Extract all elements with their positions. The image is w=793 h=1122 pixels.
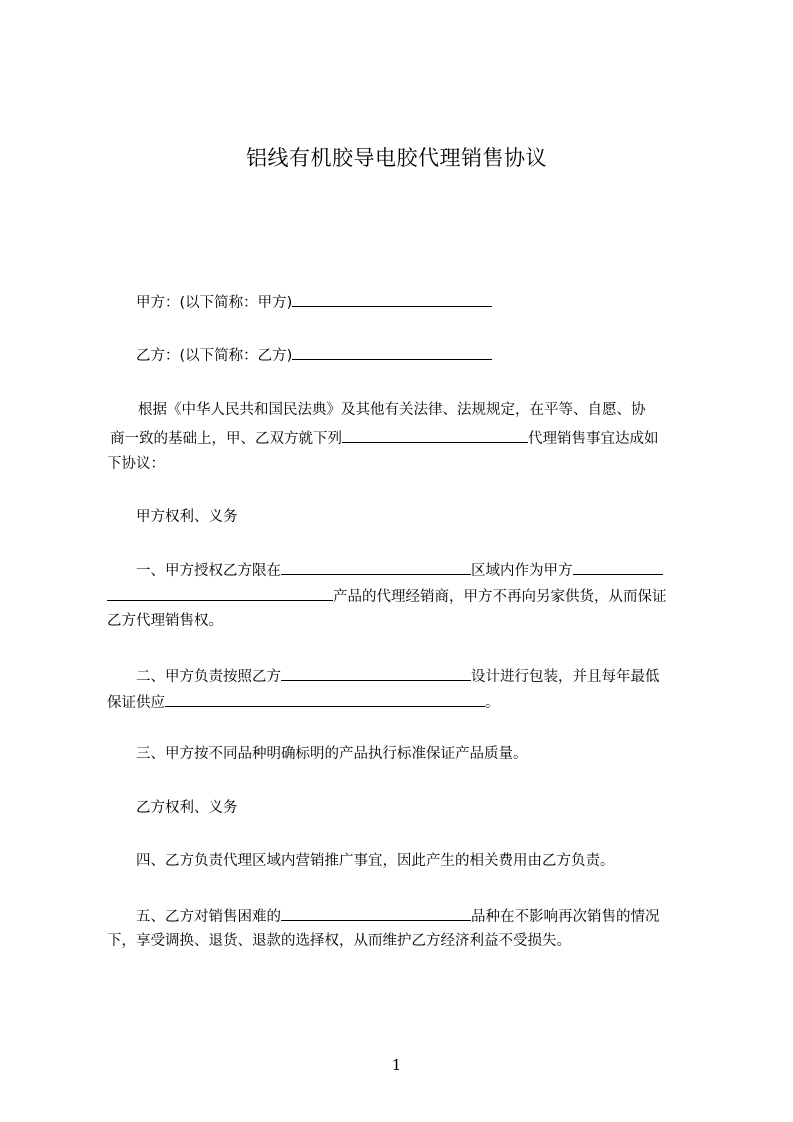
- item-2-blank-supply: [165, 692, 485, 707]
- page-number: 1: [391, 1056, 402, 1074]
- party-a-blank: [292, 292, 492, 307]
- item-1-text-b: 区域内作为甲方: [471, 563, 573, 579]
- item-2-line-1: [136, 666, 732, 686]
- item-2-line-2: [107, 692, 703, 712]
- item-1-blank-region: [281, 560, 471, 575]
- item-5-text-b: 品种在不影响再次销售的情况: [471, 909, 660, 925]
- preamble-text-1: 根据《中华人民共和国民法典》及其他有关法律、法规规定，在平等、自愿、协: [138, 402, 646, 418]
- section-a-heading: 甲方权利、义务: [136, 509, 238, 525]
- item-1-blank-product-b: [107, 586, 333, 601]
- item-1-text-d: 乙方代理销售权。: [107, 613, 223, 629]
- item-1-line-1: [136, 560, 732, 580]
- preamble-blank: [342, 428, 528, 443]
- item-2-blank-design: [281, 666, 471, 681]
- preamble-line-1: [138, 401, 734, 419]
- section-b-heading: 乙方权利、义务: [136, 800, 238, 816]
- item-2-text-a: 二、甲方负责按照乙方: [136, 669, 281, 685]
- item-5-line-2: [107, 932, 703, 950]
- item-1-blank-product-a: [573, 560, 663, 575]
- item-1-line-2: [107, 586, 703, 606]
- item-1-text-a: 一、甲方授权乙方限在: [136, 563, 281, 579]
- item-2-text-c: 保证供应: [107, 695, 165, 711]
- preamble-text-3: 下协议：: [107, 456, 165, 472]
- item-5-text-c: 下，享受调换、退货、退款的选择权，从而维护乙方经济利益不受损失。: [107, 933, 571, 949]
- party-b-label: 乙方：(以下简称：乙方): [136, 348, 293, 364]
- preamble-text-2b: 代理销售事宜达成如: [528, 431, 659, 447]
- party-a-label: 甲方：(以下简称：甲方): [136, 295, 293, 311]
- item-5-text-a: 五、乙方对销售困难的: [136, 909, 281, 925]
- item-5-line-1: [136, 906, 732, 926]
- item-3-line: 三、甲方按不同品种明确标明的产品执行标准保证产品质量。: [136, 746, 528, 762]
- item-2-text-d: 。: [485, 695, 500, 711]
- party-a-line: [136, 292, 732, 312]
- item-5-blank-variety: [281, 906, 471, 921]
- item-1-text-c: 产品的代理经销商，甲方不再向另家供货，从而保证: [333, 589, 667, 605]
- preamble-text-2a: 商一致的基础上，甲、乙双方就下列: [110, 431, 342, 447]
- party-b-line: [136, 345, 732, 365]
- preamble-line-3: [107, 455, 703, 473]
- document-title: 铝线有机胶导电胶代理销售协议: [246, 146, 547, 170]
- item-1-line-3: [107, 612, 703, 630]
- party-b-blank: [292, 345, 492, 360]
- item-4-line: 四、乙方负责代理区域内营销推广事宜，因此产生的相关费用由乙方负责。: [136, 853, 615, 869]
- item-2-text-b: 设计进行包装，并且每年最低: [471, 669, 660, 685]
- preamble-line-2: [110, 428, 706, 448]
